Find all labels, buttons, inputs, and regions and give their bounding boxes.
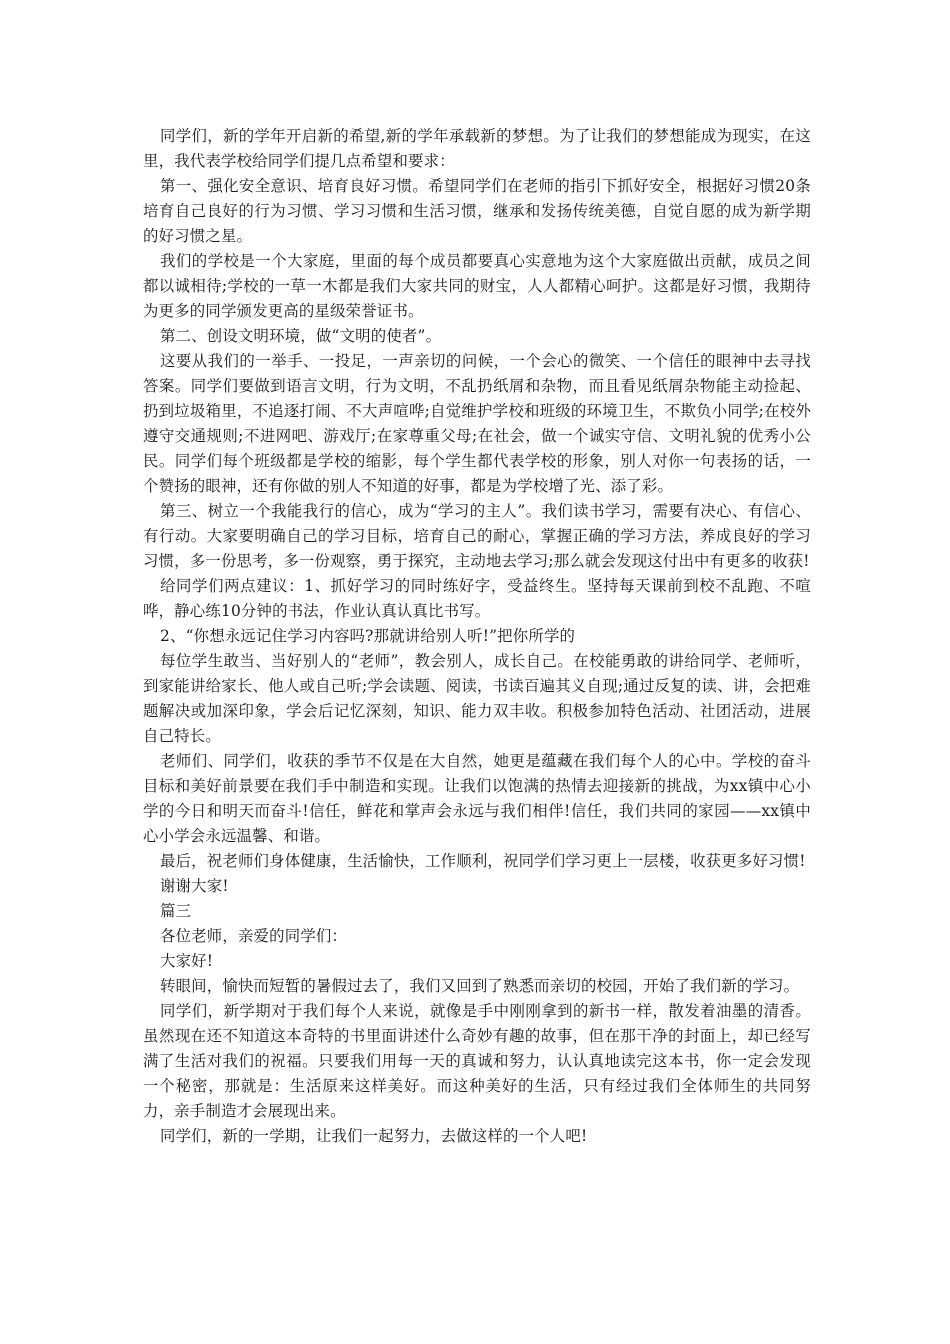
paragraph: 同学们，新的学年开启新的希望,新的学年承载新的梦想。为了让我们的梦想能成为现实，在这里，我代表学校给同学们提几点希望和要求： bbox=[143, 127, 811, 170]
paragraph: 2、“你想永远记住学习内容吗?那就讲给别人听!”把你所学的 bbox=[160, 627, 576, 645]
paragraph: 这要从我们的一举手、一投足，一声亲切的问候，一个会心的微笑、一个信任的眼神中去寻找答案。同学们要做到语言文明，行为文明，不乱扔纸屑和杂物，而且看见纸屑杂物能主动捡起、扔到垃圾箱里，不追逐打闹、不大声喧哗;自觉维护学校和班级的环境卫生，不欺负小同学;在校外遵守交通规则;不进网吧、游戏厅;在家尊重父母;在社会，做一个诚实守信、文明礼貌的优秀小公民。同学们每个班级都是学校的缩影，每个学生都代表学校的形象，别人对你一句表扬的话，一个赞扬的眼神，还有你做的别人不知道的好事，都是为学校增了光、添了彩。 bbox=[143, 352, 811, 495]
paragraph: 我们的学校是一个大家庭，里面的每个成员都要真心实意地为这个大家庭做出贡献，成员之间都以诚相待;学校的一草一木都是我们大家共同的财宝，人人都精心呵护。这都是好习惯，我期待为更多的同学颁发更高的星级荣誉证书。 bbox=[143, 252, 811, 320]
section-heading: 篇三 bbox=[160, 902, 192, 920]
document-body bbox=[143, 124, 811, 1149]
paragraph: 第三、树立一个我能我行的信心，成为“学习的主人”。我们读书学习，需要有决心、有信心、有行动。大家要明确自己的学习目标，培育自己的耐心，掌握正确的学习方法，养成良好的学习习惯，多一份思考，多一份观察，勇于探究，主动地去学习;那么就会发现这付出中有更多的收获! bbox=[143, 502, 811, 570]
paragraph: 第一、强化安全意识、培育良好习惯。希望同学们在老师的指引下抓好安全，根据好习惯20条培育自己良好的行为习惯、学习习惯和生活习惯，继承和发扬传统美德，自觉自愿的成为新学期的好习惯之星。 bbox=[143, 177, 811, 245]
paragraph: 谢谢大家! bbox=[160, 877, 229, 895]
paragraph: 每位学生敢当、当好别人的“老师”，教会别人，成长自己。在校能勇敢的讲给同学、老师听，到家能讲给家长、他人或自己听;学会读题、阅读，书读百遍其义自现;通过反复的读、讲，会把难题解决或加深印象，学会后记忆深刻，知识、能力双丰收。积极参加特色活动、社团活动，进展自己特长。 bbox=[143, 652, 811, 745]
paragraph: 同学们，新学期对于我们每个人来说，就像是手中刚刚拿到的新书一样，散发着油墨的清香。虽然现在还不知道这本奇特的书里面讲述什么奇妙有趣的故事，但在那干净的封面上，却已经写满了生活对我们的祝福。只要我们用每一天的真诚和努力，认认真地读完这本书，你一定会发现一个秘密，那就是：生活原来这样美好。而这种美好的生活，只有经过我们全体师生的共同努力，亲手制造才会展现出来。 bbox=[143, 1002, 811, 1120]
paragraph: 同学们，新的一学期，让我们一起努力，去做这样的一个人吧! bbox=[160, 1127, 588, 1145]
paragraph: 第二、创设文明环境，做“文明的使者”。 bbox=[160, 327, 442, 345]
paragraph: 各位老师，亲爱的同学们： bbox=[160, 927, 348, 945]
paragraph: 转眼间，愉快而短暂的暑假过去了，我们又回到了熟悉而亲切的校园，开始了我们新的学习。 bbox=[160, 977, 800, 995]
paragraph: 大家好! bbox=[160, 952, 214, 970]
paragraph: 老师们、同学们，收获的季节不仅是在大自然，她更是蕴藏在我们每个人的心中。学校的奋斗目标和美好前景要在我们手中制造和实现。让我们以饱满的热情去迎接新的挑战，为xx镇中心小学的今日和明天而奋斗!信任，鲜花和掌声会永远与我们相伴!信任，我们共同的家园——xx镇中心小学会永远温馨、和谐。 bbox=[143, 752, 811, 845]
paragraph: 最后，祝老师们身体健康，生活愉快，工作顺利，祝同学们学习更上一层楼，收获更多好习惯! bbox=[160, 852, 806, 870]
paragraph: 给同学们两点建议：1、抓好学习的同时练好字，受益终生。坚持每天课前到校不乱跑、不喧哗，静心练10分钟的书法，作业认真认真比书写。 bbox=[143, 577, 811, 620]
